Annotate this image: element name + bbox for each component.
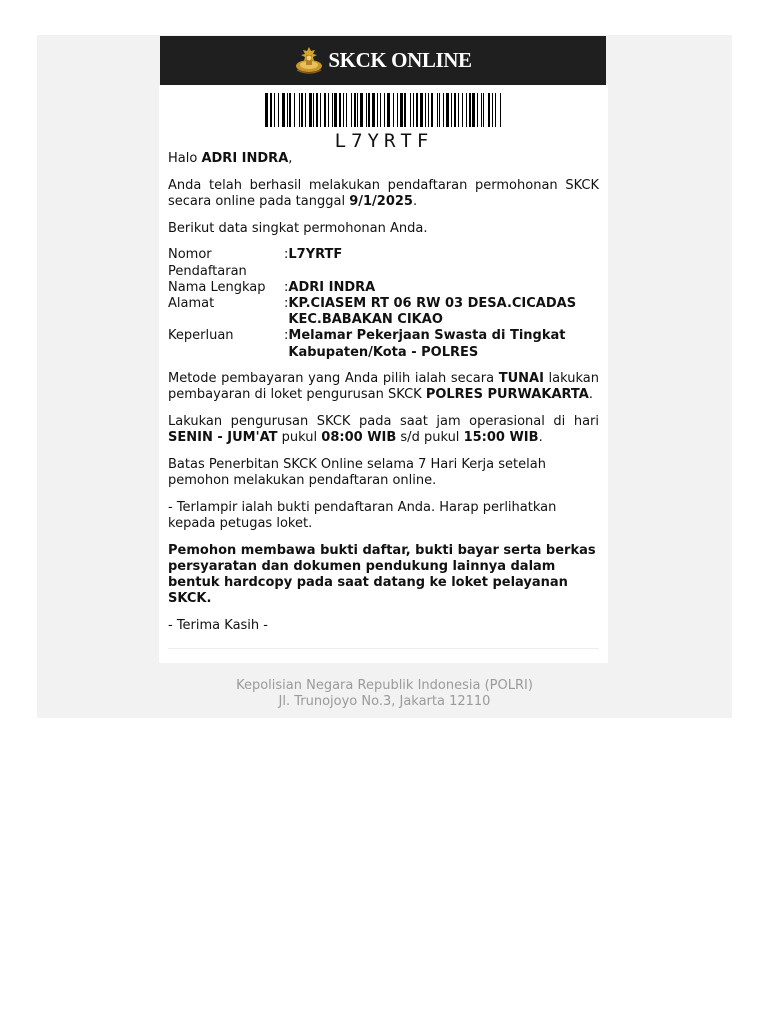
barcode-bar — [328, 93, 329, 127]
info-label: Nomor Pendaftaran — [168, 247, 247, 279]
barcode-bar — [437, 93, 438, 127]
barcode-bar — [454, 93, 456, 127]
info-value: ADRI INDRA — [288, 279, 376, 295]
barcode-bar — [282, 93, 285, 127]
info-label: Keperluan — [168, 328, 234, 344]
barcode-bar — [439, 93, 440, 127]
barcode-bar — [472, 93, 475, 127]
email-header — [160, 36, 606, 85]
summary-intro: Berikut data singkat permohonan Anda. — [168, 220, 428, 236]
barcode-bar — [410, 93, 411, 127]
barcode-bar — [368, 93, 370, 127]
barcode-bar — [428, 93, 429, 127]
barcode-bar — [492, 93, 493, 127]
barcode-bar — [443, 93, 444, 127]
barcode-bar — [458, 93, 459, 127]
start-time: 08:00 WIB — [321, 430, 397, 446]
footer-organization: Kepolisian Negara Republik Indonesia (POLRI) — [236, 678, 533, 693]
barcode-bar — [451, 93, 452, 127]
barcode-bar — [301, 93, 303, 127]
barcode-bar — [481, 93, 482, 127]
barcode-bar — [339, 93, 341, 127]
barcode-bar — [420, 93, 423, 127]
payment-location: POLRES PURWAKARTA — [425, 387, 589, 403]
barcode-bar — [469, 93, 471, 127]
schedule-paragraph: Lakukan pengurusan SKCK pada saat jam operasional di hari SENIN - JUM'AT pukul 08:00 WIB s/d pukul 15:00 WIB. — [168, 414, 599, 446]
barcode-bar — [294, 93, 295, 127]
barcode-bar — [334, 93, 337, 127]
barcode-bar — [343, 93, 344, 127]
barcode-bar — [270, 93, 272, 127]
barcode-bar — [477, 93, 478, 127]
barcode-bar — [483, 93, 484, 127]
barcode-bar — [274, 93, 275, 127]
barcode-bar — [488, 93, 490, 127]
barcode-bar — [278, 93, 279, 127]
barcode-bar — [495, 93, 496, 127]
barcode-bar — [431, 93, 433, 127]
barcode-bar — [380, 93, 381, 127]
greeting: Halo ADRI INDRA, — [168, 151, 293, 166]
content-divider — [168, 648, 599, 649]
barcode-bar — [372, 93, 375, 127]
police-emblem-icon — [294, 46, 324, 76]
info-row-purpose: Keperluan : Melamar Pekerjaan Swasta di Tingkat Kabupaten/Kota - POLRES — [168, 328, 599, 360]
barcode-bar — [404, 93, 406, 127]
info-value: L7YRTF — [288, 247, 343, 263]
applicant-name: ADRI INDRA — [201, 151, 289, 166]
info-row-registration-number: Nomor Pendaftaran : L7YRTF — [168, 247, 599, 279]
barcode-bar — [351, 93, 352, 127]
barcode-bar — [320, 93, 321, 127]
brand-title: SKCK ONLINE — [328, 48, 472, 72]
barcode-bar — [357, 93, 358, 127]
info-row-full-name: Nama Lengkap : ADRI INDRA — [168, 280, 599, 296]
end-time: 15:00 WIB — [463, 430, 539, 446]
barcode-bar — [462, 93, 463, 127]
barcode-bar — [377, 93, 378, 127]
barcode-bar — [413, 93, 414, 127]
barcode-bar — [332, 93, 333, 127]
barcode-bar — [305, 93, 306, 127]
barcode-bar — [313, 93, 314, 127]
payment-method: TUNAI — [498, 371, 544, 387]
barcode-bar — [354, 93, 356, 127]
info-value: Melamar Pekerjaan Swasta di Tingkat Kabupaten/Kota - POLRES — [288, 328, 566, 360]
barcode-bar — [425, 93, 426, 127]
barcode-bar — [287, 93, 288, 127]
barcode-code: L7YRTF — [334, 130, 434, 152]
barcode-bar — [346, 93, 347, 127]
requirements-note: Pemohon membawa bukti daftar, bukti bayar serta berkas persyaratan dan dokumen pendukung lainnya dalam bentuk hardcopy pada saat datang ke loket pelayanan SKCK. — [168, 542, 596, 607]
payment-paragraph: Metode pembayaran yang Anda pilih ialah secara TUNAI lakukan pembayaran di loket pengurusan SKCK POLRES PURWAKARTA. — [168, 371, 599, 403]
barcode-bar — [324, 93, 326, 127]
barcode-bar — [416, 93, 418, 127]
registration-date: 9/1/2025 — [349, 193, 413, 209]
application-info-table — [168, 247, 599, 360]
barcode-bar — [289, 93, 291, 127]
email-content — [168, 151, 599, 649]
barcode-bar — [360, 93, 363, 127]
barcode-bar — [316, 93, 318, 127]
attachment-note: - Terlampir ialah bukti pendaftaran Anda. Harap perlihatkan kepada petugas loket. — [168, 499, 557, 532]
barcode-bar — [446, 93, 449, 127]
closing-text: - Terima Kasih - — [168, 618, 268, 634]
barcode-bar — [384, 93, 385, 127]
info-value: KP.CIASEM RT 06 RW 03 DESA.CICADAS KEC.BABAKAN CIKAO — [288, 295, 577, 328]
barcode-bar — [366, 93, 367, 127]
barcode-bar — [387, 93, 390, 127]
footer-address: Jl. Trunojoyo No.3, Jakarta 12110 — [278, 694, 491, 710]
barcode-bar — [466, 93, 467, 127]
barcode-bar — [397, 93, 398, 127]
barcode-bar — [265, 93, 268, 127]
barcode-bar — [393, 93, 394, 127]
barcode — [265, 93, 503, 127]
operating-days: SENIN - JUM'AT — [168, 430, 278, 446]
info-row-address: Alamat : KP.CIASEM RT 06 RW 03 DESA.CICADAS KEC.BABAKAN CIKAO — [168, 296, 599, 328]
intro-paragraph: Anda telah berhasil melakukan pendaftaran permohonan SKCK secara online pada tanggal 9/1/2025. — [168, 177, 599, 209]
barcode-bar — [400, 93, 403, 127]
barcode-bar — [299, 93, 300, 127]
barcode-bar — [309, 93, 312, 127]
info-label: Nama Lengkap — [168, 279, 266, 295]
info-label: Alamat — [168, 295, 215, 311]
barcode-bar — [500, 93, 501, 127]
deadline-paragraph: Batas Penerbitan SKCK Online selama 7 Hari Kerja setelah pemohon melakukan pendaftaran online. — [168, 457, 546, 489]
email-footer — [37, 678, 732, 710]
